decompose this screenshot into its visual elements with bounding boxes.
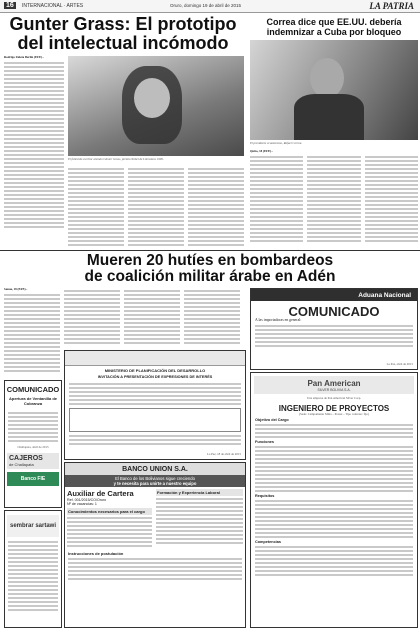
pan-american-section-funciones: Funciones: [255, 440, 274, 445]
ministerio-footer: La Paz, 18 de abril de 2015: [207, 452, 241, 457]
aduana-footer: La Paz, abril de 2015: [386, 362, 413, 367]
aduana-banner: Aduana Nacional: [358, 291, 411, 299]
pan-american-section-requisitos: Requisitos: [255, 494, 275, 499]
banco-union-tagline: [65, 475, 245, 487]
pan-american-section-objetivo: Objetivo del Cargo: [255, 418, 289, 423]
sembrar-logo: [7, 515, 59, 537]
grass-byline: Rodrigo Zuleta Berlín (EFE).-: [4, 56, 44, 59]
section-rule: [0, 250, 420, 251]
banco-fie-text: Banco FIE: [20, 475, 46, 482]
pan-american-section-competencias: Competencias: [255, 540, 281, 545]
pan-american-title: INGENIERO DE PROYECTOS: [278, 403, 390, 413]
cuba-photo: [250, 40, 418, 140]
pan-american-logo: [254, 376, 414, 394]
job-vacancies: Nº de vacancias: 1: [67, 502, 97, 506]
aden-headline-line-1: Mueren 20 hutíes en bombardeos: [86, 252, 334, 269]
banco-union-tagline-1: El Banco de los Bolivianos sigue creciendo: [115, 476, 195, 481]
cuba-headline: [250, 17, 418, 37]
pan-american-tagline: Una empresa de Pan American Silver Corp.: [306, 396, 362, 400]
section-label: INTERNACIONAL · ARTES: [22, 3, 84, 9]
banco-union-ad: [64, 462, 246, 628]
banco-union-logo: BANCO UNION S.A.: [122, 465, 188, 473]
cajeros-title: CAJEROS: [9, 454, 43, 462]
aden-dateline: Sanaa, 18 (EFE).-: [4, 288, 28, 291]
banco-fie-logo: [7, 472, 59, 486]
grass-byline-col: [4, 56, 64, 246]
comunicado-left-footer: Challapata, abril de 2015: [17, 445, 49, 449]
grass-photo-caption: El fallecido escritor alemán Günter Grass, premio Nobel de Literatura 1999.: [68, 157, 164, 161]
aduana-title: COMUNICADO: [288, 304, 380, 319]
grass-body: [68, 166, 244, 246]
comunicado-challapata: [4, 380, 62, 508]
aden-body-4: [184, 288, 240, 348]
banco-union-header: [65, 463, 245, 475]
grass-headline-line-2: del intelectual incómodo: [17, 33, 229, 53]
page-header: [0, 0, 420, 13]
aden-body-2: [64, 288, 120, 348]
cuba-body: [250, 150, 418, 246]
cuba-photo-caption: El presidente ecuatoriano, Rafael Correa.: [250, 141, 303, 145]
pan-american-logo-sub: SILVER BOLIVIA S.A.: [317, 387, 351, 392]
aduana-notice: [250, 288, 418, 370]
pan-american-subtitle: (Sede: Campamento Mina – Potosí – Tipo contrato: fijo): [299, 411, 369, 416]
cajeros-subtitle: de Challapata: [9, 461, 34, 467]
comunicado-left-subtitle: Apertura de Ventanilla de Cobranza: [8, 396, 57, 406]
pan-american-logo-text: Pan American: [307, 378, 361, 388]
cuba-headline-line-1: Correa dice que EE.UU. debería: [266, 17, 402, 27]
aden-body: [4, 288, 60, 376]
issue-date: Oruro, domingo 19 de abril de 2015: [170, 3, 242, 8]
banco-union-tagline-2: y te necesita para unirte a nuestro equipo: [113, 481, 197, 486]
pan-american-ad: [250, 372, 418, 628]
cuba-headline-line-2: indemnizar a Cuba por bloqueo: [266, 27, 402, 37]
aden-headline: [4, 253, 416, 285]
sembrar-logo-text: sembrar sartawi: [9, 523, 57, 529]
job-knowledge-heading: Conocimientos necesarios para el cargo: [67, 508, 152, 515]
aduana-salutation: A las importadoras en general:: [255, 318, 302, 322]
cuba-dateline: Quito, 18 (EFE).-: [250, 150, 273, 153]
aden-headline-line-2: de coalición militar árabe en Adén: [84, 268, 336, 285]
job-code: Ref. 001/2015/CO/Oruro: [67, 498, 107, 502]
ministerio-title: MINISTERIO DE PLANIFICACIÓN DEL DESARROLLO: [104, 368, 206, 373]
grass-headline: [4, 15, 242, 53]
job-experience-heading: Formación y Experiencia Laboral: [156, 489, 243, 496]
grass-photo: [68, 56, 244, 156]
sembrar-ad: [4, 510, 62, 628]
page-number: 16: [6, 2, 14, 9]
ministerio-subtitle: INVITACIÓN A PRESENTACIÓN DE EXPRESIONES DE INTERÉS: [97, 375, 213, 379]
grass-headline-line-1: Gunter Grass: El prototipo: [9, 14, 237, 34]
ministerio-notice: [64, 350, 246, 460]
job-instructions-heading: Instrucciones de postulación: [68, 551, 124, 556]
comunicado-left-title: COMUNICADO: [6, 385, 60, 394]
newspaper-logo: LA PATRIA: [369, 1, 414, 11]
aden-body-3: [124, 288, 180, 348]
job-title: Auxiliar de Cartera: [67, 489, 134, 498]
